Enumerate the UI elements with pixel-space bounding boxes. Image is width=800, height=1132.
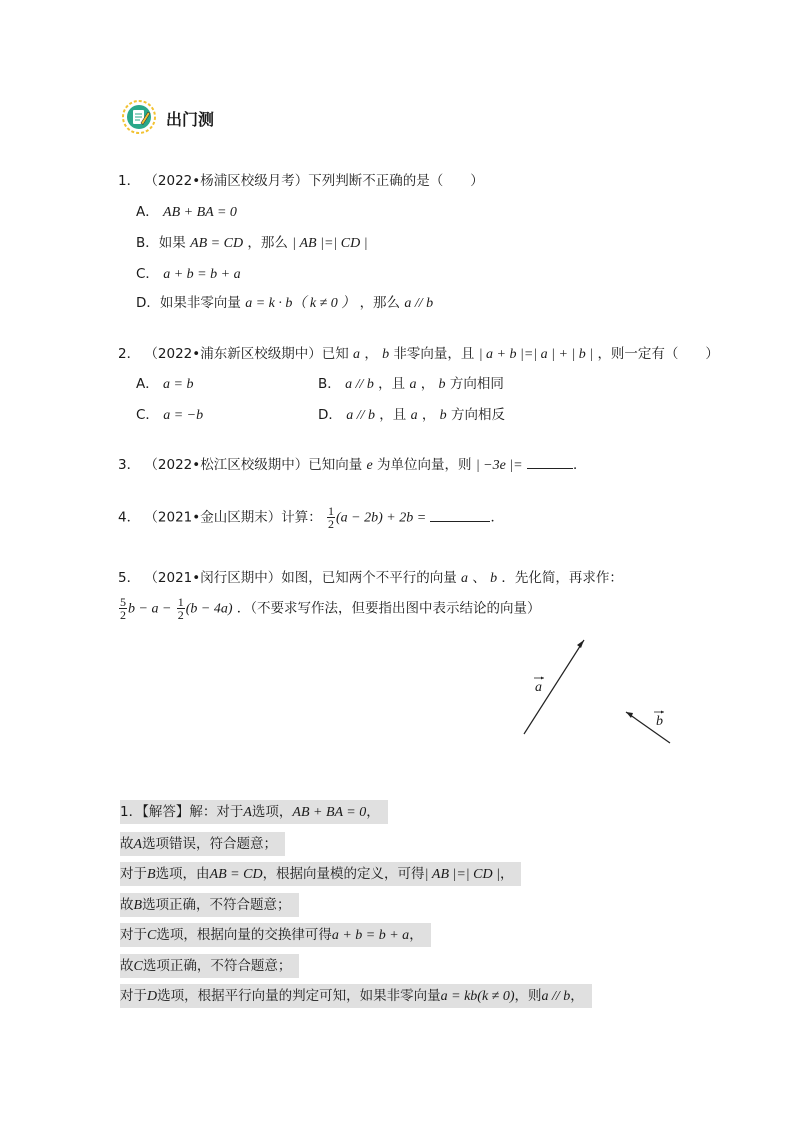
question-number: 3． (118, 457, 141, 473)
q2-option-a (136, 372, 194, 393)
option-label: B．如果 (136, 235, 186, 251)
stem-math: e (366, 458, 373, 473)
option-text: 方向相同 (449, 376, 504, 392)
answer-text: 选项，根据向量的交换律可得 (156, 927, 332, 943)
answer-text: 选项， (251, 804, 293, 820)
fraction (177, 596, 185, 621)
question-source: （2022•松江区校级期中）已知向量 (144, 457, 363, 473)
stem-math: b (382, 347, 390, 362)
vector-figure (500, 630, 690, 750)
question-5-stem (118, 566, 623, 587)
q2-option-c (136, 403, 203, 424)
option-text: ， (420, 376, 435, 392)
vector-b-line (626, 712, 670, 743)
fraction-numerator: 1 (328, 504, 335, 518)
stem-math: b (490, 571, 498, 586)
stem-text: 、 (472, 570, 486, 586)
answer-blank (430, 509, 490, 522)
answer-text: ，根据向量模的定义，可得 (262, 866, 425, 882)
fraction-numerator: 5 (120, 595, 126, 609)
answer-row (120, 800, 388, 824)
question-5-expression (118, 596, 541, 621)
answer-text: ， (499, 866, 514, 882)
fraction-denominator: 2 (120, 608, 126, 622)
answer-math: a = kb(k ≠ 0) (440, 989, 515, 1004)
option-label: C． (136, 266, 159, 282)
answer-text: 选项，由 (155, 866, 210, 882)
option-math: a // b (404, 296, 434, 311)
fraction-denominator: 2 (177, 608, 184, 622)
option-math: b (438, 377, 446, 392)
option-math: a // b (345, 377, 374, 392)
stem-text: ， (364, 346, 378, 362)
vector-a-arrowhead (577, 640, 584, 648)
option-math: AB + BA = 0 (163, 205, 237, 220)
answer-text: ，则 (514, 988, 542, 1004)
q2-option-d (318, 403, 505, 424)
answer-var: A (133, 837, 143, 852)
question-number: 1． (118, 173, 141, 189)
answer-math: AB = CD (209, 867, 263, 882)
option-math: a (409, 377, 417, 392)
option-text: ，那么 (247, 235, 288, 251)
option-math: a = −b (163, 408, 204, 423)
stem-math: | −3e |= (475, 458, 523, 473)
pencil-notebook-icon (122, 100, 156, 134)
option-math: a = b (163, 377, 194, 392)
stem-text: ． (490, 509, 504, 526)
q1-option-d (136, 291, 433, 312)
option-text: ，且 (378, 376, 406, 392)
answer-row (120, 923, 431, 947)
stem-text: ，则一定有（ ） (597, 346, 719, 362)
stem-math: a (353, 347, 361, 362)
stem-text: 为单位向量，则 (377, 457, 472, 473)
answer-var: B (147, 867, 156, 882)
question-number: 2． (118, 346, 141, 362)
answer-text: 对于 (120, 866, 147, 882)
answer-math: a // b (541, 989, 571, 1004)
fraction (327, 505, 335, 530)
question-1-stem (118, 169, 484, 189)
option-math: b (439, 408, 447, 423)
q1-option-c (136, 262, 241, 283)
stem-math: | a + b |=| a | + | b | (478, 347, 594, 362)
option-text: ，且 (379, 407, 407, 423)
answer-var: B (133, 898, 143, 913)
answer-var: A (243, 805, 252, 820)
q1-option-b (136, 231, 368, 252)
vector-b-arrowhead (626, 712, 633, 718)
answer-math: AB + BA = 0 (292, 805, 367, 820)
option-label: D．如果非零向量 (136, 295, 241, 311)
question-4-stem (118, 505, 504, 530)
answer-text: 选项错误，符合题意； (142, 836, 278, 852)
option-math: a + b = b + a (163, 267, 241, 282)
answer-text: 故 (120, 958, 134, 974)
stem-text: 非零向量，且 (393, 346, 475, 362)
answer-text: ， (409, 927, 423, 943)
answer-text: 选项正确，不符合题意； (142, 958, 292, 974)
vector-b-label: b (656, 714, 663, 729)
q1-option-a (136, 200, 237, 221)
option-label: A． (136, 204, 159, 220)
section-title: 出门测 (166, 110, 215, 129)
option-math: a (410, 408, 418, 423)
stem-text: ．先化简，再求作： (501, 570, 623, 586)
option-text: ，那么 (359, 295, 401, 311)
vector-a-label: a (535, 680, 542, 695)
question-number: 5． (118, 570, 141, 586)
answer-text: ， (366, 804, 380, 820)
answer-math: a + b = b + a (331, 928, 410, 943)
fraction-numerator: 1 (177, 595, 184, 609)
answer-row (120, 893, 299, 917)
option-label: A． (136, 376, 159, 392)
answer-text: 对于 (120, 988, 147, 1004)
question-source: （2021•闵行区期中）如图，已知两个不平行的向量 (144, 570, 457, 586)
question-2-stem (118, 342, 719, 363)
question-3-stem (118, 453, 586, 474)
answer-row (120, 984, 592, 1008)
option-math: a = k · b（ k ≠ 0 ） (245, 296, 356, 311)
answer-text: 对于 (120, 927, 147, 943)
option-label: D． (318, 407, 342, 423)
fraction-denominator: 2 (328, 517, 335, 531)
stem-text: ． (572, 457, 587, 473)
question-source: （2021•金山区期末）计算： (144, 509, 322, 526)
option-text: 方向相反 (450, 407, 505, 423)
option-math: AB = CD (190, 236, 244, 251)
option-label: C． (136, 407, 159, 423)
stem-math: b − a − (128, 601, 172, 617)
question-number: 4． (118, 509, 141, 526)
answer-text: 选项，根据平行向量的判定可知，如果非零向量 (157, 988, 441, 1004)
option-math: a // b (346, 408, 375, 423)
option-text: ， (421, 407, 436, 423)
answer-math: | AB |=| CD | (424, 867, 500, 882)
answer-row (120, 954, 299, 978)
answer-blank (527, 456, 573, 469)
stem-text: ．（不要求写作法，但要指出图中表示结论的向量） (236, 600, 541, 617)
answer-text: 选项正确，不符合题意； (142, 897, 291, 913)
answer-text: ， (570, 988, 584, 1004)
vector-a-line (524, 640, 584, 734)
answer-row (120, 862, 521, 886)
answer-var: D (147, 989, 158, 1004)
answer-var: C (147, 928, 157, 943)
question-source: （2022•浦东新区校级期中）已知 (144, 346, 349, 362)
answer-text: 故 (120, 897, 134, 913)
stem-math: (a − 2b) + 2b = (336, 510, 427, 526)
option-label: B． (318, 376, 341, 392)
fraction (119, 596, 127, 621)
q2-option-b (318, 372, 504, 393)
answer-var: C (133, 959, 143, 974)
stem-math: (b − 4a) (185, 601, 233, 617)
answer-text: 故 (120, 836, 134, 852)
answer-row (120, 832, 285, 856)
option-math: | AB |=| CD | (292, 236, 368, 251)
question-source: （2022•杨浦区校级月考）下列判断不正确的是（ ） (144, 173, 484, 189)
answer-text: 1．【解答】解：对于 (120, 804, 244, 820)
stem-math: a (461, 571, 469, 586)
